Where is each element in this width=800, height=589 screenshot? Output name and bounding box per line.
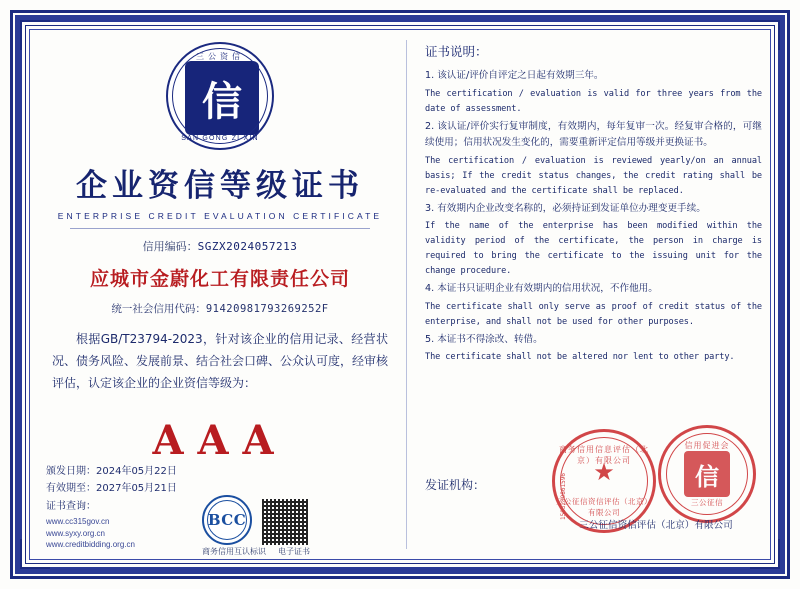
page-title: 企业资信等级证书 (76, 168, 364, 204)
bcc-badge-icon: BCC (202, 495, 252, 545)
note-item: The certificate shall not be altered nor lent to other party. (425, 352, 735, 363)
issue-date-label: 颁发日期： (46, 465, 96, 477)
query-url-3[interactable]: www.creditbidding.org.cn (46, 540, 135, 550)
badge-captions (202, 546, 362, 557)
query-urls (46, 516, 177, 551)
emblem-top-text: 三公资信 (196, 52, 244, 61)
valid-until-value: 2027年05月21日 (96, 483, 177, 495)
notes-title: 证书说明： (425, 44, 488, 59)
company-name: 应城市金蔚化工有限责任公司 (89, 268, 350, 290)
note-item: The certification / evaluation is valid for three years from the date of assessment. (425, 88, 762, 114)
note-item: If the name of the enterprise has been modified within the validity period of the certificate, the person in charge is required to bring the certificate to the issuing unit for the change procedure. (425, 221, 762, 277)
certificate-number-value: SGZX2024057213 (197, 240, 298, 253)
footer-badges (202, 495, 352, 556)
bcc-caption: 商务信用互认标识 (202, 547, 266, 556)
left-pane (34, 34, 406, 555)
issue-date-row (46, 463, 177, 481)
seal-right-glyph: 信 (684, 451, 730, 497)
valid-until-row (46, 480, 177, 498)
note-item: 2. 该认证/评价实行复审制度，有效期内，每年复审一次。经复审合格的，可继续使用；信用状况发生变化的，需要重新评定信用等级并更换证书。 (425, 120, 762, 149)
certificate-body-text: 根据GB/T23794-2023，针对该企业的信用记录、经营状况、债务风险、发展前景、结合社会口碑、公众认可度，经审核评估，认定该企业的企业资信等级为： (52, 332, 389, 391)
seal-area (552, 425, 760, 537)
note-item: 5. 本证书不得涂改、转借。 (425, 333, 543, 345)
vertical-divider (406, 40, 407, 549)
usc-row (40, 301, 400, 316)
title-divider (70, 228, 370, 229)
note-item: The certification / evaluation is reviewed yearly/on an annual basis; If the credit status changes, the credit rating shall be re-evaluated and the certificate shall be replaced. (425, 155, 762, 196)
note-item: 1. 该认证/评价自评定之日起有效期三年。 (425, 70, 604, 81)
footer-dates (46, 463, 177, 551)
seal-right-top-text: 信用促进会 (684, 441, 730, 450)
page-subtitle: ENTERPRISE CREDIT EVALUATION CERTIFICATE (57, 211, 383, 221)
seal-left-star: ★ (593, 459, 615, 487)
seal-right-bottom-text: 三公征信 (691, 498, 723, 507)
agency-seal-icon (166, 42, 274, 150)
issuer-seal-right-icon (658, 425, 756, 523)
issuer-label: 发证机构： (425, 478, 486, 492)
credit-grade: AAA (152, 416, 288, 464)
seal-left-top-text: 商务信用信息评估（北京）有限公司 (559, 445, 649, 465)
usc-value: 91420981793269252F (205, 303, 329, 315)
seal-left-bottom-text: 三公征信资信评估（北京）有限公司 (556, 497, 652, 517)
certificate-number-label: 信用编码： (142, 240, 198, 253)
query-label: 证书查询： (46, 500, 96, 512)
emblem-bottom-text: SAN GONG ZI XIN (181, 135, 259, 142)
certificate-number-row (40, 238, 400, 254)
certificate-content (34, 34, 766, 555)
emblem-wrapper (40, 42, 400, 150)
note-item: 3. 有效期内企业改变名称的，必须持证到发证单位办理变更手续。 (425, 202, 706, 214)
emblem-stars: ★★★ (204, 70, 236, 79)
qr-code-icon[interactable] (262, 499, 308, 545)
query-url-2[interactable]: www.syxy.org.cn (46, 528, 105, 538)
note-item: The certificate shall only serve as proof of credit status of the enterprise, and shall not be used for other purposes. (425, 301, 762, 327)
right-pane (411, 34, 766, 555)
seal-left-serial: 1503289861596 (560, 473, 567, 520)
usc-label: 统一社会信用代码： (111, 303, 206, 315)
valid-until-label: 有效期至： (46, 483, 96, 495)
emblem-center-glyph: 信 (185, 61, 259, 135)
query-row (46, 498, 177, 516)
qr-caption: 电子证书 (278, 547, 310, 556)
issue-date-value: 2024年05月22日 (96, 465, 177, 477)
query-url-1[interactable]: www.cc315gov.cn (46, 517, 110, 527)
note-item: 4. 本证书只证明企业有效期内的信用状况，不作他用。 (425, 283, 658, 295)
issuer-name-caption: 三公征信资信评估（北京）有限公司 (579, 520, 733, 531)
